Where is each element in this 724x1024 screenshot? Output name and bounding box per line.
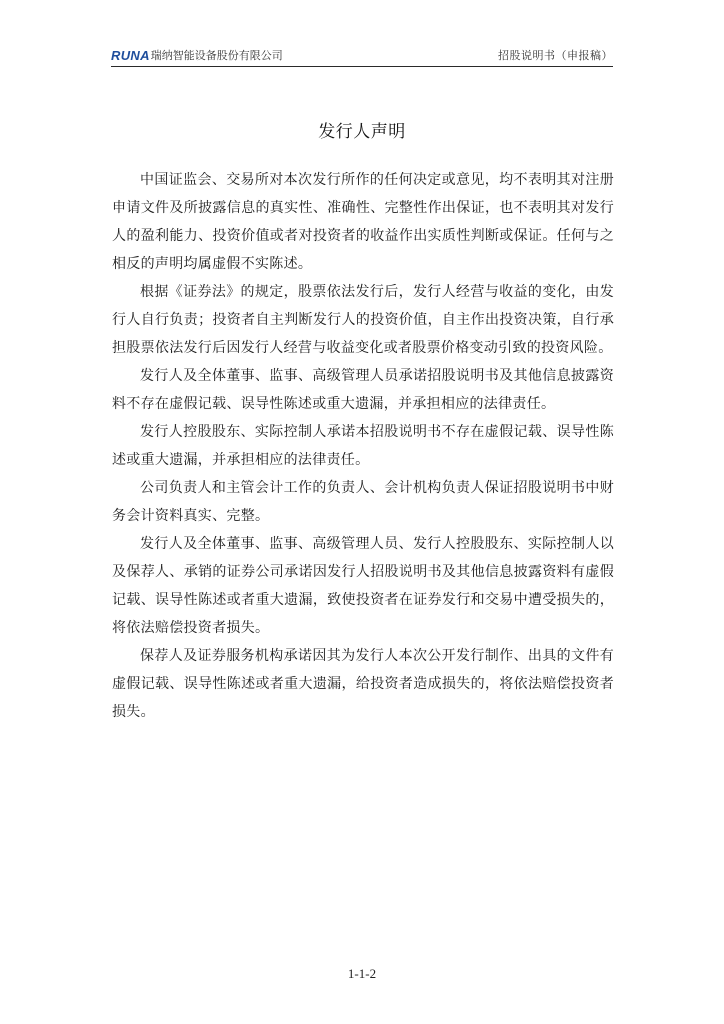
statement-paragraph: 保荐人及证券服务机构承诺因其为发行人本次公开发行制作、出具的文件有虚假记载、误导性陈述或者重大遗漏，给投资者造成损失的，将依法赔偿投资者损失。 — [112, 648, 614, 720]
statement-paragraph: 发行人及全体董事、监事、高级管理人员承诺招股说明书及其他信息披露资料不存在虚假记载、误导性陈述或重大遗漏，并承担相应的法律责任。 — [112, 368, 614, 412]
company-name: 瑞纳智能设备股份有限公司 — [150, 49, 283, 62]
statement-paragraph: 发行人控股股东、实际控制人承诺本招股说明书不存在虚假记载、误导性陈述或重大遗漏，并承担相应的法律责任。 — [112, 424, 614, 468]
statement-paragraph: 根据《证券法》的规定，股票依法发行后，发行人经营与收益的变化，由发行人自行负责；投资者自主判断发行人的投资价值，自主作出投资决策，自行承担股票依法发行后因发行人经营与收益变化或者股票价格变动引致的投资风险。 — [112, 284, 614, 356]
statement-paragraph: 发行人及全体董事、监事、高级管理人员、发行人控股股东、实际控制人以及保荐人、承销的证券公司承诺因发行人招股说明书及其他信息披露资料有虚假记载、误导性陈述或者重大遗漏，致使投资者在证券发行和交易中遭受损失的，将依法赔偿投资者损失。 — [112, 536, 614, 636]
company-logo: RUNA — [111, 47, 150, 63]
statement-body — [112, 166, 614, 726]
document-title: 招股说明书（申报稿） — [498, 49, 613, 62]
company-brand — [111, 47, 283, 63]
page-number: 1-1-2 — [347, 966, 377, 981]
statement-paragraph: 公司负责人和主管会计工作的负责人、会计机构负责人保证招股说明书中财务会计资料真实、完整。 — [112, 480, 614, 524]
statement-paragraph: 中国证监会、交易所对本次发行所作的任何决定或意见，均不表明其对注册申请文件及所披露信息的真实性、准确性、完整性作出保证，也不表明其对发行人的盈利能力、投资价值或者对投资者的收益作出实质性判断或保证。任何与之相反的声明均属虚假不实陈述。 — [112, 172, 614, 272]
page-header — [111, 44, 613, 67]
page-title: 发行人声明 — [318, 122, 406, 142]
